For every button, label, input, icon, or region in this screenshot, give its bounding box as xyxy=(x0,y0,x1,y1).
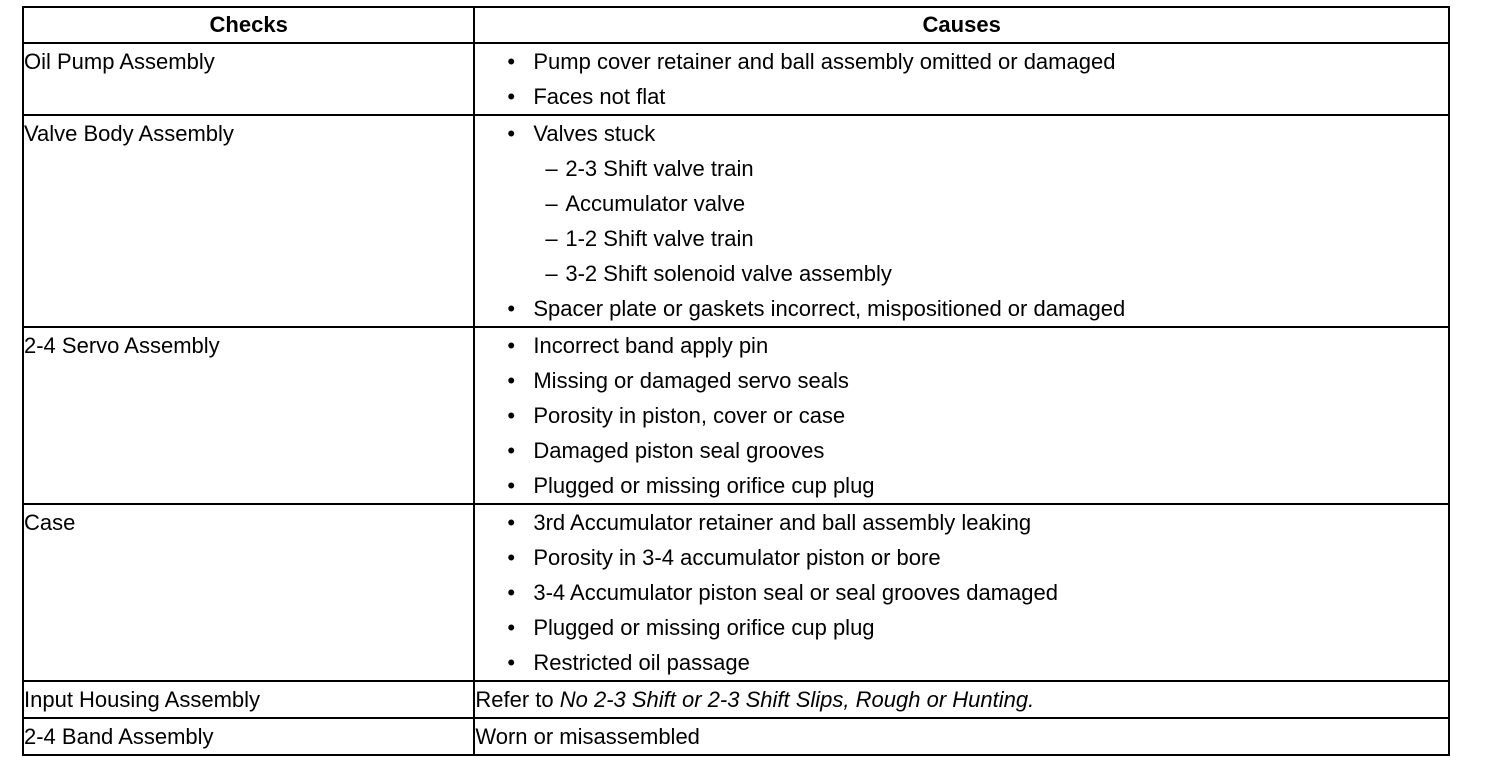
cause-item: • Restricted oil passage xyxy=(507,645,1448,680)
diagnosis-table xyxy=(22,6,1450,756)
cause-item: • Incorrect band apply pin xyxy=(507,328,1448,363)
cause-item: • Porosity in 3-4 accumulator piston or bore xyxy=(507,540,1448,575)
checks-header: Checks xyxy=(23,7,474,43)
cause-list xyxy=(475,328,1448,503)
sub-cause-item: – 3-2 Shift solenoid valve assembly xyxy=(545,256,1448,291)
cause-item: • Faces not flat xyxy=(507,79,1448,114)
table-row xyxy=(23,504,1449,681)
cause-item: • Damaged piston seal grooves xyxy=(507,433,1448,468)
check-cell: Case xyxy=(23,504,474,681)
header-row xyxy=(23,7,1449,43)
cause-item: • 3-4 Accumulator piston seal or seal grooves damaged xyxy=(507,575,1448,610)
cause-item xyxy=(507,116,1448,291)
sub-cause-item: – Accumulator valve xyxy=(545,186,1448,221)
table-row xyxy=(23,43,1449,115)
check-cell: Valve Body Assembly xyxy=(23,115,474,327)
causes-cell xyxy=(474,43,1449,115)
cause-item: • Porosity in piston, cover or case xyxy=(507,398,1448,433)
causes-cell xyxy=(474,327,1449,504)
check-cell: Input Housing Assembly xyxy=(23,681,474,718)
check-cell: 2-4 Band Assembly xyxy=(23,718,474,755)
table-row xyxy=(23,681,1449,718)
causes-cell xyxy=(474,718,1449,755)
cause-list xyxy=(475,44,1448,114)
cause-text: Refer to xyxy=(475,687,560,712)
cause-item: • Spacer plate or gaskets incorrect, mispositioned or damaged xyxy=(507,291,1448,326)
cause-list xyxy=(475,116,1448,326)
check-cell: Oil Pump Assembly xyxy=(23,43,474,115)
causes-header: Causes xyxy=(474,7,1449,43)
cause-item: • Pump cover retainer and ball assembly omitted or damaged xyxy=(507,44,1448,79)
table-row xyxy=(23,115,1449,327)
cause-item: • Missing or damaged servo seals xyxy=(507,363,1448,398)
cause-item-label: Valves stuck xyxy=(533,121,656,146)
table-row xyxy=(23,327,1449,504)
check-cell: 2-4 Servo Assembly xyxy=(23,327,474,504)
sub-cause-item: – 1-2 Shift valve train xyxy=(545,221,1448,256)
cause-text: Worn or misassembled xyxy=(475,724,700,749)
sub-cause-item: – 2-3 Shift valve train xyxy=(545,151,1448,186)
cause-list xyxy=(475,505,1448,680)
causes-cell xyxy=(474,681,1449,718)
sub-cause-list xyxy=(533,151,1448,291)
cause-item: • Plugged or missing orifice cup plug xyxy=(507,610,1448,645)
cause-item: • 3rd Accumulator retainer and ball assembly leaking xyxy=(507,505,1448,540)
cross-reference: No 2-3 Shift or 2-3 Shift Slips, Rough or Hunting. xyxy=(559,687,1035,712)
causes-cell xyxy=(474,115,1449,327)
causes-cell xyxy=(474,504,1449,681)
table-row xyxy=(23,718,1449,755)
cause-item: • Plugged or missing orifice cup plug xyxy=(507,468,1448,503)
